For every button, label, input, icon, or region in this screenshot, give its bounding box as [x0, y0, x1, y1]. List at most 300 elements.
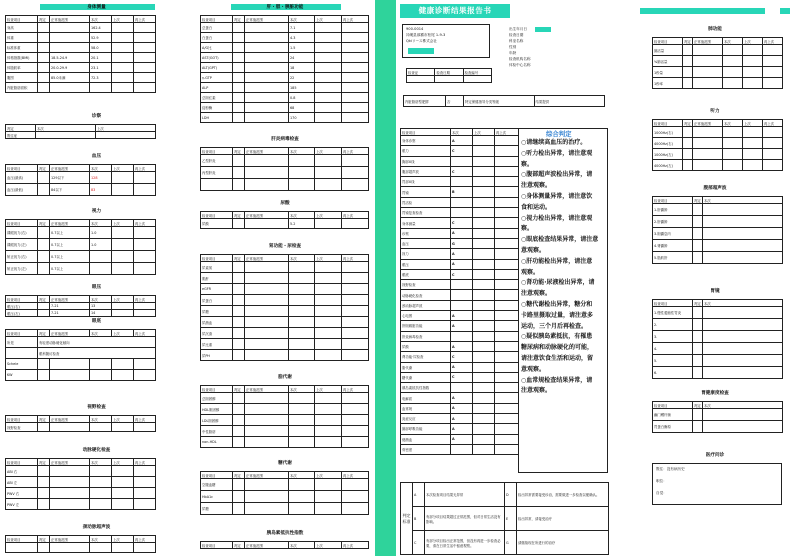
fundus-table: [5, 329, 156, 381]
report-page-4: [630, 0, 800, 556]
table-row: 幽门螺杆菌: [653, 409, 783, 421]
section-title-lung: 肺功能: [708, 27, 722, 32]
report-page-1: [0, 0, 193, 556]
table-row: 矫正视力(左) 0.7以上: [6, 263, 156, 275]
summary-item-grade: [451, 383, 473, 393]
summary-item-name: 胰岛素抵抗性指数: [401, 383, 451, 393]
summary-item-row: [401, 444, 519, 454]
summary-item-grade: A: [451, 362, 473, 372]
summary-item-row: [401, 228, 519, 238]
legend-row: 判定标准 A 本次检查项目结果无异常 D 检出异常需要接受诊治，需要做进一步检查以便确认。: [401, 483, 609, 507]
summary-item-name: 眼力: [401, 146, 451, 156]
summary-item-row: [401, 352, 519, 362]
table-row: ABI 右: [6, 466, 156, 477]
company-name: Qkiリース株式会社: [406, 39, 437, 43]
table-row: 视野检查: [6, 423, 156, 432]
summary-item-row: [401, 280, 519, 290]
summary-item-row: [401, 424, 519, 434]
table-row: 尿蛋白: [201, 295, 369, 306]
table-row: 白蛋白 4.3: [201, 33, 369, 43]
summary-item-name: 肺部呼吸功能: [401, 424, 451, 434]
section-title-carotid: 颈动脉超声波: [82, 525, 111, 530]
summary-item-row: [401, 259, 519, 269]
meta-org: 检查机构名称: [509, 57, 531, 61]
section-title-interview: 医疗问诊: [705, 453, 725, 458]
table-header: 检查项目 判定 正常值范围 本次 上次 再上次: [201, 212, 369, 219]
table-row: 1秒量: [653, 67, 783, 78]
th-prev2: 再上次: [134, 16, 156, 23]
summary-item-row: [401, 311, 519, 321]
table-header: 检查项目 判定 本次: [653, 402, 783, 409]
table-header: 检查项目 判定 正常值范围 本次 上次 再上次: [201, 255, 369, 262]
table-row: 5.脂肪肝: [653, 252, 783, 264]
table-row: 1000Hz(右): [653, 127, 783, 138]
advice-line: ○听力检出异常，请注意观: [521, 149, 593, 157]
summary-item-row: [401, 218, 519, 228]
table-row: 裸眼视力(右) 0.7以上 1.0: [6, 227, 156, 239]
table-row: 尿糖: [201, 503, 369, 515]
advice-line: ○糖代谢检出异常，糖分和: [521, 300, 593, 308]
table-row: 眼压(左) 7-21 14: [6, 310, 156, 317]
summary-item-grade: A: [451, 424, 473, 434]
summary-item-name: 胃镜复查检查: [401, 208, 451, 218]
interview-line: 职位：: [656, 479, 667, 483]
summary-item-grade: A: [451, 259, 473, 269]
as-table: [5, 458, 156, 510]
table-header: 判定 本次 上次: [6, 125, 156, 132]
summary-item-name: 身体测量: [401, 218, 451, 228]
summary-item-name: 电解质: [401, 393, 451, 403]
interview-line: 自觉：: [656, 491, 667, 495]
advice-line: ○血常规检查结果异常，请: [521, 376, 593, 384]
table-row: PWV 左: [6, 499, 156, 510]
summary-item-grade: A: [451, 341, 473, 351]
summary-item-row: [401, 208, 519, 218]
summary-item-row: [401, 146, 519, 156]
section-title-uric: 尿酸: [280, 201, 290, 206]
advice-line: 意观察。: [521, 365, 546, 373]
table-row: 2.肝囊肿: [653, 216, 783, 228]
advice-line: ○疑似胰岛素抵抗，有罹患: [521, 333, 593, 341]
table-row: 内脏脂肪面积: [6, 83, 156, 93]
section-title-vision: 视力: [91, 209, 102, 214]
summary-item-row: [401, 238, 519, 248]
summary-item-grade: A: [451, 434, 473, 444]
body-measure-table: [5, 15, 156, 93]
table-header: 检查项目 本次 上次 再上次: [401, 129, 519, 136]
summary-item-row: [401, 166, 519, 176]
exam-table: [5, 124, 156, 139]
name-highlight: [408, 48, 434, 54]
th-now: 本次: [90, 16, 112, 23]
table-row: 血压(最低) 84以下 83: [6, 184, 156, 196]
table-header: 检查项目 判定 正常值范围 本次 上次 再上次: [201, 472, 369, 479]
summary-item-grade: [451, 300, 473, 310]
table-row: 尿酸 5.2: [201, 219, 369, 229]
table-row: LDL胆固醇: [201, 415, 369, 426]
summary-item-name: 胃部X线: [401, 177, 451, 187]
summary-item-row: [401, 156, 519, 166]
summary-item-name: 胃镜: [401, 187, 451, 197]
advice-line: ○肾功能·尿液检出异常，请: [521, 279, 595, 287]
advice-line: 观察。: [521, 268, 540, 276]
summary-item-row: [401, 269, 519, 279]
gastro-table: [652, 299, 783, 379]
judge-title: 综合判定: [546, 130, 572, 138]
bp-table: [5, 164, 156, 196]
table-row: 肌酐: [201, 273, 369, 284]
vf-table: [5, 415, 156, 432]
summary-item-name: 血压: [401, 238, 451, 248]
summary-item-grade: A: [451, 414, 473, 424]
table-row: [407, 76, 492, 83]
table-row: 4.: [653, 343, 783, 355]
table-header: 检查项目 判定 正常值范围 本次 上次 再上次: [6, 536, 156, 543]
table-row: 总胆固醇: [201, 393, 369, 404]
summary-item-row: [401, 362, 519, 372]
table-row: 标准体重 58.0: [6, 43, 156, 53]
category-table: [403, 95, 605, 107]
table-row: 1秒率: [653, 78, 783, 89]
summary-item-grade: C: [451, 218, 473, 228]
summary-item-grade: [451, 444, 473, 454]
table-row: [6, 543, 156, 553]
summary-item-name: 身体诊察: [401, 136, 451, 146]
table-row: 身高 162.4: [6, 23, 156, 33]
table-row: AST(GOT) 24: [201, 53, 369, 63]
table-row: eGFR: [201, 284, 369, 295]
table-row: 4000Hz(左): [653, 160, 783, 171]
insulin-table: [200, 541, 369, 549]
abdo-table: [652, 196, 783, 264]
table-header: 检查项目 判定 正常值范围 本次 上次 再上次: [201, 148, 369, 155]
table-row: 尿沉渣: [201, 328, 369, 339]
summary-item-grade: C: [451, 352, 473, 362]
uric-table: [200, 211, 369, 229]
section-title-fundus: 眼底: [91, 319, 102, 324]
header-bar-end: [780, 8, 790, 14]
table-header: 检查项目 判定 正常值范围 本次 上次 再上次: [6, 296, 156, 303]
summary-item-name: 脂代谢: [401, 362, 451, 372]
th-normal: 正常值范围: [50, 16, 90, 23]
table-row: 总胆红素 0.8: [201, 93, 369, 103]
summary-item-row: [401, 136, 519, 146]
section-title-lipid: 脂代谢: [278, 375, 292, 380]
th-item: 检查项目: [6, 16, 38, 23]
summary-item-grade: A: [451, 393, 473, 403]
meta-highlight: [535, 27, 551, 32]
section-title-liver: 肝・胆・胰脏功能: [266, 5, 304, 10]
table-header: 检查项目 判定 正常值范围 本次 上次 再上次: [653, 38, 783, 45]
legend-row: C 有部分项目检出正常范围，但没有再进一步检查必要，请在日常生活中留意观察。 G 请继续现在所进行的治疗: [401, 531, 609, 555]
section-title-kidney: 肾功能・尿检查: [268, 244, 302, 249]
sugar-table: [200, 471, 369, 515]
th-prev: 上次: [112, 16, 134, 23]
page-divider-strip: [375, 0, 396, 556]
summary-item-name: 视野检查: [401, 280, 451, 290]
summary-item-grade: G: [451, 238, 473, 248]
section-title-abdo: 腹部超声波: [703, 186, 727, 191]
table-row: 丙型肝炎: [201, 167, 369, 179]
table-row: 体脂肪率 20.0-29.9 23.1: [6, 63, 156, 73]
interview-line: 既往：没有病历史: [656, 467, 685, 471]
summary-item-name: 颈动脉超声波: [401, 300, 451, 310]
lipid-table: [200, 385, 369, 448]
advice-line: ○身体测量异常，请注意饮: [521, 192, 593, 200]
table-row: 体格指数(BMI) 18.5-24.9 20.1: [6, 53, 156, 63]
section-title-gh: 胃健康度检查: [701, 391, 729, 396]
table-row: 血压(最高) 129以下 128: [6, 172, 156, 184]
hearing-table: [652, 119, 783, 171]
table-row: ALT(GPT) 18: [201, 63, 369, 73]
table-header: 检查证 检查日期 检查编号: [407, 69, 492, 76]
table-row: 体重 52.9: [6, 33, 156, 43]
table-header: 检查项目 判定 正常值范围 本次 上次 再上次: [653, 120, 783, 127]
summary-item-name: 肝胆胰脏功能: [401, 321, 451, 331]
summary-item-name: 诊察: [401, 228, 451, 238]
table-row: 尿素氮: [201, 262, 369, 273]
kidney-table: [200, 254, 369, 361]
table-header: 检查项目 判定 正常值范围 本次 上次 再上次: [6, 165, 156, 172]
table-row: 4.肾囊肿: [653, 240, 783, 252]
table-row: 总蛋白 7.1: [201, 23, 369, 33]
table-row: γ-GTP 22: [201, 73, 369, 83]
table-row: 既往症: [6, 132, 156, 139]
table-row: A/G比 1.5: [201, 43, 369, 53]
table-row: 1000Hz(左): [653, 149, 783, 160]
table-row: 中性脂肪: [201, 426, 369, 437]
summary-item-row: [401, 434, 519, 444]
summary-item-grade: A: [451, 228, 473, 238]
table-row: 内脏脂肪型肥胖 否 特定保健指导分类等级 结果提供: [404, 96, 605, 107]
summary-item-grade: [451, 156, 473, 166]
items-table: [400, 128, 519, 455]
table-row: Scheie: [6, 359, 156, 370]
meta-center: 体检中心名称: [509, 63, 531, 67]
table-row: 3.胆囊息肉: [653, 228, 783, 240]
table-row: PWV 右: [6, 488, 156, 499]
advice-line: 糖尿病和动脉硬化的可能，: [521, 344, 594, 352]
table-row: 眼压(右) 7-21 13: [6, 303, 156, 310]
section-title-exam: 诊察: [91, 114, 102, 119]
advice-line: ○眼底检查结果异常，请注意: [521, 236, 599, 244]
summary-item-grade: A: [451, 249, 473, 259]
meta-age: 年龄: [509, 51, 517, 55]
table-header: 检查项目 判定 正常值范围 本次 上次 再上次: [201, 386, 369, 393]
table-row: 乙型肝炎: [201, 155, 369, 167]
table-row: HbA1c: [201, 491, 369, 503]
meta-dept: 科室名称: [509, 39, 524, 43]
section-title-bp: 血压: [91, 154, 102, 159]
id-table: [406, 68, 492, 83]
table-row: 所见 有轻度动脉硬化倾向: [6, 337, 156, 348]
summary-item-grade: A: [451, 136, 473, 146]
table-row: 肺活量: [653, 45, 783, 56]
summary-item-grade: [451, 208, 473, 218]
section-title-as: 动脉硬化检查: [82, 448, 111, 453]
advice-line: 请注意饮食生活和运动，留: [521, 354, 594, 362]
table-row: 2.: [653, 319, 783, 331]
table-header: 检查项目 判定 正常值范围 本次 上次 再上次: [6, 330, 156, 337]
summary-item-row: [401, 403, 519, 413]
summary-item-name: 糖代谢: [401, 372, 451, 382]
table-row: KW: [6, 370, 156, 381]
summary-item-name: 胃活检: [401, 197, 451, 207]
table-row: 6.: [653, 367, 783, 379]
table-header: 检查项目 判定 正常值范围 本次 上次 再上次: [201, 16, 369, 23]
summary-item-grade: B: [451, 187, 473, 197]
summary-item-row: [401, 300, 519, 310]
summary-item-grade: [451, 290, 473, 300]
section-title-hepatitis: 肝炎病毒检查: [271, 137, 299, 142]
summary-item-name: 肾功能·尿检查: [401, 352, 451, 362]
summary-item-name: 炎症反应: [401, 414, 451, 424]
summary-item-name: 胸部X线: [401, 156, 451, 166]
summary-item-row: [401, 187, 519, 197]
summary-item-grade: [451, 280, 473, 290]
advice-line: 注意观察。: [521, 387, 552, 395]
table-row: 矫正视力(右) 0.7以上: [6, 251, 156, 263]
legend-row: B 有部分项目结果超过正常范围，但对日常生活没有影响。 E 检出异常，请接受治疗: [401, 507, 609, 531]
summary-item-name: 眼底: [401, 269, 451, 279]
summary-item-row: [401, 414, 519, 424]
advice-line: ○请继续高血压的治疗。: [521, 139, 587, 146]
summary-item-row: [401, 372, 519, 382]
summary-item-row: [401, 321, 519, 331]
table-row: ALP 185: [201, 83, 369, 93]
lung-table: [652, 37, 783, 89]
table-header: 检查项目 判定 正常值范围 本次 上次 再上次: [201, 542, 369, 549]
table-row: 尿潜血: [201, 317, 369, 328]
summary-item-grade: [451, 177, 473, 187]
table-row: 1.慢性萎缩性胃炎: [653, 307, 783, 319]
table-header: 检查项目 判定 本次: [653, 197, 783, 204]
section-title-vf: 视野检查: [87, 405, 106, 410]
summary-item-grade: C: [451, 166, 473, 176]
gh-table: [652, 401, 783, 433]
advice-line: 食和运动。: [521, 203, 552, 211]
summary-item-name: 心电图: [401, 311, 451, 321]
table-row: 尿比重: [201, 339, 369, 350]
table-row: %肺活量: [653, 56, 783, 67]
summary-item-grade: A: [451, 311, 473, 321]
table-row: 尿糖: [201, 306, 369, 317]
advice-line: 察。: [521, 160, 534, 168]
summary-item-name: 视力: [401, 249, 451, 259]
section-title-sugar: 糖代谢: [278, 461, 292, 466]
advice-line: 卡路里摄取过量，请注意多: [521, 311, 594, 319]
header-bar: [640, 8, 765, 14]
summary-item-row: [401, 331, 519, 341]
meta-birth: 出生年月日: [509, 27, 527, 31]
report-page-2: [196, 0, 374, 556]
table-row: 4000Hz(右): [653, 138, 783, 149]
legend-table: [400, 482, 609, 555]
table-row: non-HDL: [201, 437, 369, 448]
summary-item-row: [401, 383, 519, 393]
report-title: 健康诊断结果报告书: [400, 4, 510, 18]
advice-line: ○肝功能检出异常，请注意: [521, 257, 593, 265]
section-title-hearing: 听力: [710, 109, 720, 114]
table-row: 裸眼视力(左) 0.7以上 1.0: [6, 239, 156, 251]
summary-item-name: 尿酸: [401, 341, 451, 351]
advice-line: 注意观察。: [521, 182, 552, 190]
summary-item-name: 便潜血: [401, 434, 451, 444]
th-judge: 判定: [38, 16, 50, 23]
table-row: 5.: [653, 355, 783, 367]
summary-item-row: [401, 290, 519, 300]
summary-item-grade: [451, 331, 473, 341]
table-row: HDL胆固醇: [201, 404, 369, 415]
vision-table: [5, 219, 156, 275]
report-page-summary: [397, 0, 610, 556]
summary-item-name: 骨密度: [401, 444, 451, 454]
table-header: 检查项目 判定 正常值范围 本次 上次 再上次: [6, 416, 156, 423]
summary-item-name: 动脉硬化检查: [401, 290, 451, 300]
summary-item-name: 眼压: [401, 259, 451, 269]
carotid-table: [5, 535, 156, 553]
postal-code: 900-0014: [406, 27, 424, 31]
advice-line: 意观察。: [521, 246, 546, 254]
section-title-insulin: 胰岛素抵抗性指数: [266, 531, 304, 536]
advice-line: ○腹部超声波检出异常，请: [521, 171, 593, 179]
table-row: 3.: [653, 331, 783, 343]
advice-line: 察。: [521, 225, 534, 233]
section-title-iop: 眼压: [91, 285, 102, 290]
summary-item-grade: A: [451, 403, 473, 413]
iop-table: [5, 295, 156, 317]
table-header: 检查项目 判定 正常值范围 本次 上次 再上次: [6, 220, 156, 227]
table-row: [201, 179, 369, 191]
summary-item-grade: C: [451, 372, 473, 382]
advice-line: ○视力检出异常，请注意观: [521, 214, 593, 222]
table-row: 淀粉酶 68: [201, 103, 369, 113]
table-row: LDH 170: [201, 113, 369, 123]
table-row: ABI 左: [6, 477, 156, 488]
meta-sex: 性别: [509, 45, 517, 49]
section-title-body: 身体测量: [87, 5, 106, 10]
advice-line: 运动，三个月后再检查。: [521, 322, 588, 330]
meta-date: 检查日期: [509, 33, 524, 37]
summary-item-grade: C: [451, 269, 473, 279]
table-header: 检查项目 判定 正常值范围 本次 上次 再上次: [6, 459, 156, 466]
table-row: 胃蛋白酶原: [653, 421, 783, 433]
summary-item-name: 肝炎病毒检查: [401, 331, 451, 341]
address-line: 冲绳县那霸市松尾 1-9-3: [406, 33, 446, 37]
hepatitis-table: [200, 147, 369, 191]
section-title-gastro: 胃镜: [710, 289, 720, 294]
summary-item-row: [401, 177, 519, 187]
summary-item-name: 血常规: [401, 403, 451, 413]
summary-item-grade: A: [451, 321, 473, 331]
table-row: 1.肝囊肿: [653, 204, 783, 216]
summary-item-row: [401, 197, 519, 207]
table-row: 眼科随访检查: [6, 348, 156, 359]
table-header: 检查项目 判定 本次: [653, 300, 783, 307]
summary-item-grade: C: [451, 146, 473, 156]
table-header: [6, 16, 156, 23]
summary-item-grade: [451, 197, 473, 207]
summary-item-name: 腹部超声波: [401, 166, 451, 176]
summary-item-row: [401, 341, 519, 351]
advice-list: [521, 138, 598, 397]
table-row: 空腹血糖: [201, 479, 369, 491]
advice-line: 注意观察。: [521, 290, 552, 298]
summary-item-row: [401, 393, 519, 403]
table-row: 尿PH: [201, 350, 369, 361]
liver-table: [200, 15, 369, 123]
summary-item-row: [401, 249, 519, 259]
